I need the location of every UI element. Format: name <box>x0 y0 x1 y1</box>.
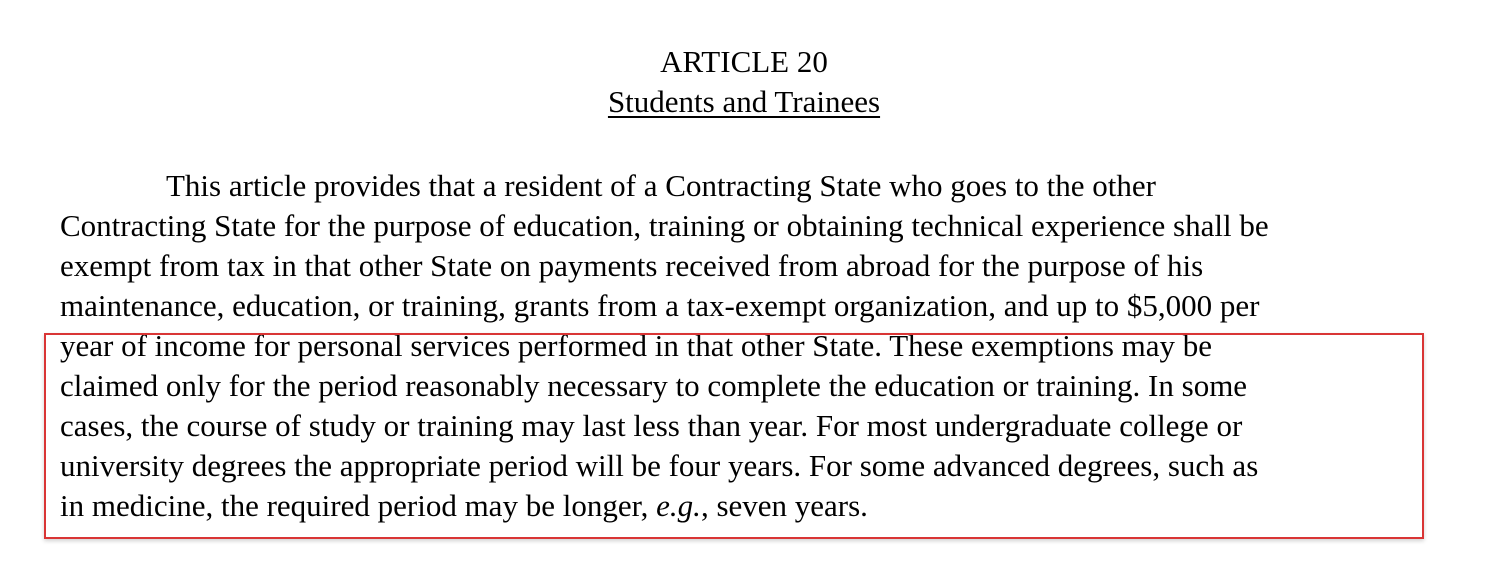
body-line-last-after: , seven years. <box>700 488 868 523</box>
article-title: Students and Trainees <box>607 84 881 119</box>
body-line: university degrees the appropriate period will be four years. For some advanced degrees, such as <box>60 448 1259 483</box>
article-number: ARTICLE 20 <box>660 44 828 79</box>
body-line: cases, the course of study or training may last less than year. For most undergraduate college or <box>60 408 1243 443</box>
body-line: maintenance, education, or training, grants from a tax-exempt organization, and up to $5,000 per <box>60 288 1260 323</box>
body-line: claimed only for the period reasonably necessary to complete the education or training. In some <box>60 368 1248 403</box>
body-line: exempt from tax in that other State on payments received from abroad for the purpose of his <box>60 248 1204 283</box>
body-line-last <box>60 486 868 526</box>
body-line: Contracting State for the purpose of education, training or obtaining technical experience shall be <box>60 208 1269 243</box>
body-line-last-italic: e.g. <box>656 488 701 523</box>
body-line: year of income for personal services performed in that other State. These exemptions may be <box>60 328 1213 363</box>
body-line-last-before: in medicine, the required period may be longer, <box>60 488 657 523</box>
body-line: This article provides that a resident of a Contracting State who goes to the other <box>166 168 1157 203</box>
